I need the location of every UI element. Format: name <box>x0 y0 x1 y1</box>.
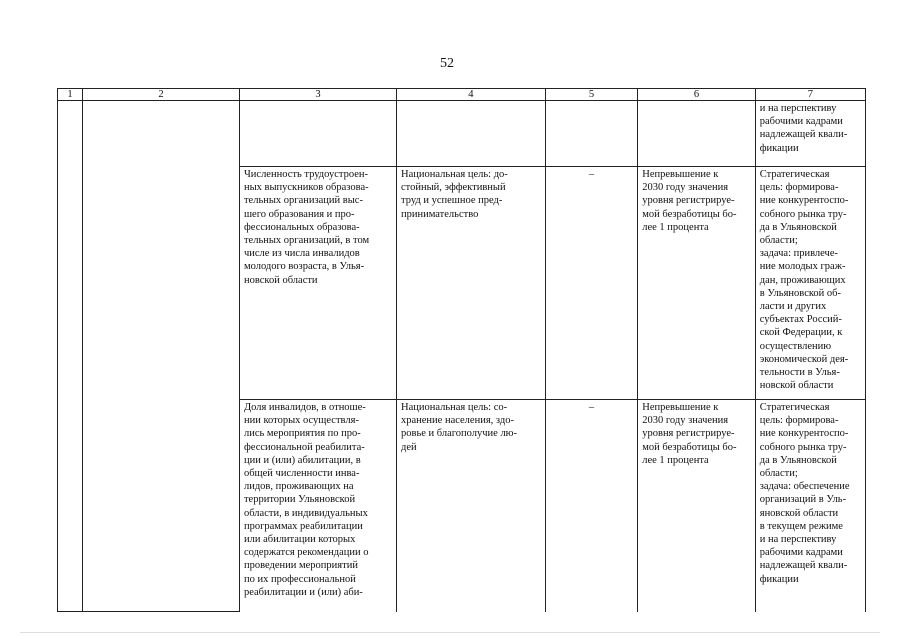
column-header-1: 1 <box>58 89 83 101</box>
cell-national-goal: Национальная цель: со- хранение населения, здо- ровье и благополучие лю- дей <box>396 400 545 612</box>
page-number: 52 <box>440 56 454 71</box>
cell-target-value <box>638 101 756 167</box>
column-header-6: 6 <box>638 89 756 101</box>
indicators-table <box>57 88 866 612</box>
scan-edge-noise <box>20 632 880 633</box>
cell-target-value: Непревышение к 2030 году значения уровня регистрируе- мой безработицы бо- лее 1 процента <box>638 167 756 400</box>
cell-col1-merged <box>58 101 83 612</box>
column-header-5: 5 <box>545 89 638 101</box>
column-header-4: 4 <box>396 89 545 101</box>
cell-strategic-goal: Стратегическая цель: формирова- ние конкурентоспо- собного рынка тру- да в Ульяновской области; задача: привлече- ние молодых граж- дан, проживающих в Ульяновской об- ласти и других субъектах Россий- ской Федерации, к осуществлению экономической дея- тельности в Улья- новской области <box>755 167 865 400</box>
cell-indicator: Численность трудоустроен- ных выпускников образова- тельных организаций выс- шего образования и про- фессиональных образова- тельных организаций, в том числе из числа инвалидов молодого возраста, в Улья- новской области <box>239 167 396 400</box>
cell-target-value: Непревышение к 2030 году значения уровня регистрируе- мой безработицы бо- лее 1 процента <box>638 400 756 612</box>
cell-indicator: Доля инвалидов, в отноше- нии которых осуществля- лись мероприятия по про- фессиональной реабилита- ции и (или) абилитации, в общей численности инва- лидов, проживающих на территории Ульяновской области, в индивидуальных программах реабилитации или абилитации которых содержатся рекомендации о проведении мероприятий по их профессиональной реабилитации и (или) аби- <box>239 400 396 612</box>
table-header-row <box>58 89 866 101</box>
cell-col5: – <box>545 400 638 612</box>
cell-national-goal: Национальная цель: до- стойный, эффективный труд и успешное пред- принимательство <box>396 167 545 400</box>
column-header-2: 2 <box>82 89 239 101</box>
cell-col2-merged <box>82 101 239 612</box>
table-row <box>58 101 866 167</box>
cell-indicator <box>239 101 396 167</box>
cell-col5: – <box>545 167 638 400</box>
cell-strategic-goal: и на перспективу рабочими кадрами надлежащей квали- фикации <box>755 101 865 167</box>
cell-national-goal <box>396 101 545 167</box>
cell-strategic-goal: Стратегическая цель: формирова- ние конкурентоспо- собного рынка тру- да в Ульяновской области; задача: обеспечение организаций в Уль- яновской области в текущем режиме и на перспективу рабочими кадрами надлежащей квали- фикации <box>755 400 865 612</box>
column-header-7: 7 <box>755 89 865 101</box>
column-header-3: 3 <box>239 89 396 101</box>
cell-col5 <box>545 101 638 167</box>
